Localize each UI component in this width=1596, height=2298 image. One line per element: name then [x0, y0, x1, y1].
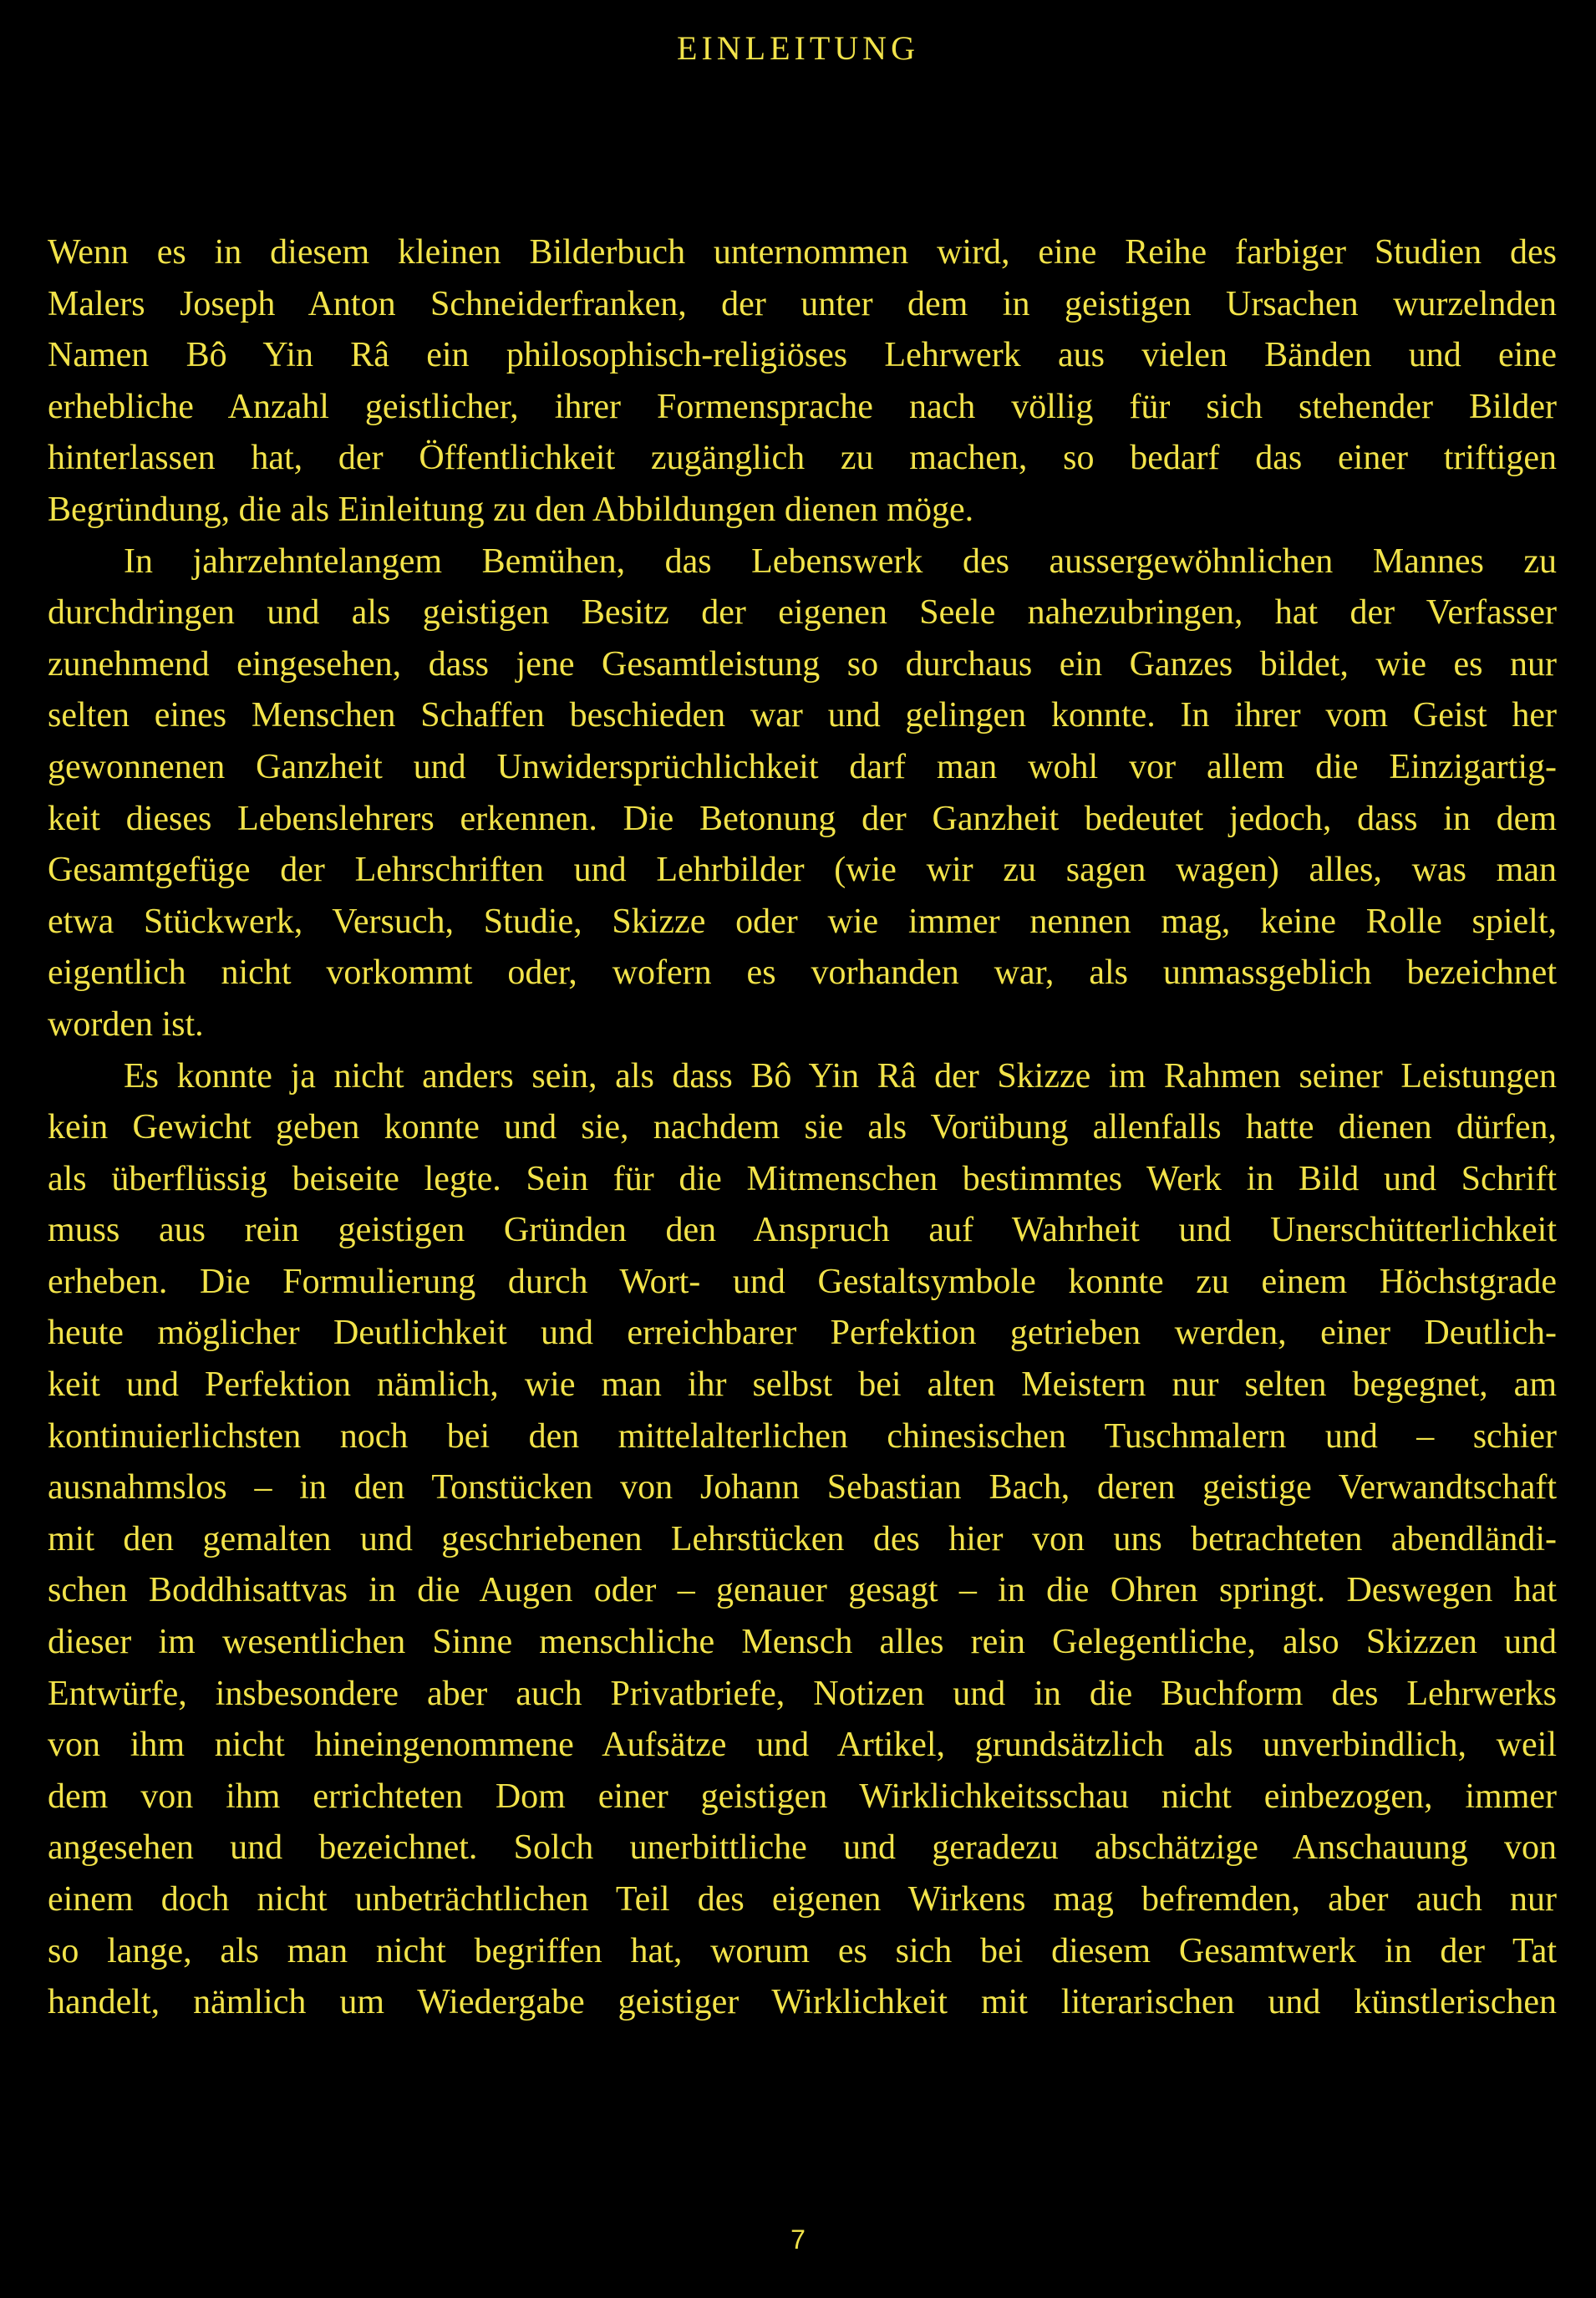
text-line: eigentlich nicht vorkommt oder, wofern es vorhanden war, als unmassgeblich bezeichnet — [48, 953, 1557, 993]
text-line: Gesamtgefüge der Lehrschriften und Lehrbilder (wie wir zu sagen wagen) alles, was man — [48, 851, 1557, 890]
text-line: keit und Perfektion nämlich, wie man ihr selbst bei alten Meistern nur selten begegnet, am — [48, 1365, 1557, 1405]
text-line: mit den gemalten und geschriebenen Lehrstücken des hier von uns betrachteten abendländi- — [48, 1519, 1557, 1558]
text-line: durchdringen und als geistigen Besitz der eigenen Seele nahezubringen, hat der Verfasser — [48, 593, 1557, 633]
text-line: erhebliche Anzahl geistlicher, ihrer Formensprache nach völlig für sich stehender Bilder — [48, 387, 1557, 426]
page-number: 7 — [790, 2224, 806, 2255]
body-text — [48, 227, 1557, 2029]
text-line: von ihm nicht hineingenommene Aufsätze und Artikel, grundsätzlich als unverbindlich, weil — [48, 1726, 1557, 1765]
text-line: Namen Bô Yin Râ ein philosophisch-religiöses Lehrwerk aus vielen Bänden und eine — [48, 336, 1557, 375]
text-line: dieser im wesentlichen Sinne menschliche Mensch alles rein Gelegentliche, also Skizzen und — [48, 1623, 1557, 1662]
text-line: erheben. Die Formulierung durch Wort- und Gestaltsymbole konnte zu einem Höchstgrade — [48, 1262, 1557, 1301]
text-line: heute möglicher Deutlichkeit und erreichbarer Perfektion getrieben werden, einer Deutlich- — [48, 1314, 1557, 1353]
text-line: selten eines Menschen Schaffen beschieden war und gelingen konnte. In ihrer vom Geist her — [48, 696, 1557, 735]
text-line: kein Gewicht geben konnte und sie, nachdem sie als Vorübung allenfalls hatte dienen dürfen, — [48, 1108, 1557, 1147]
text-line: muss aus rein geistigen Gründen den Anspruch auf Wahrheit und Unerschütterlichkeit — [48, 1211, 1557, 1250]
text-line: Entwürfe, insbesondere aber auch Privatbriefe, Notizen und in die Buchform des Lehrwerks — [48, 1674, 1557, 1713]
text-line: In jahrzehntelangem Bemühen, das Lebenswerk des aussergewöhnlichen Mannes zu — [124, 541, 1557, 581]
text-line: Malers Joseph Anton Schneiderfranken, der unter dem in geistigen Ursachen wurzelnden — [48, 284, 1557, 323]
text-line: ausnahmslos – in den Tonstücken von Johann Sebastian Bach, deren geistige Verwandtschaft — [48, 1468, 1557, 1507]
text-line: handelt, nämlich um Wiedergabe geistiger Wirklichkeit mit literarischen und künstlerischen — [48, 1983, 1557, 2022]
text-line: hinterlassen hat, der Öffentlichkeit zugänglich zu machen, so bedarf das einer triftigen — [48, 439, 1557, 478]
text-line: so lange, als man nicht begriffen hat, worum es sich bei diesem Gesamtwerk in der Tat — [48, 1931, 1557, 1970]
text-line: Wenn es in diesem kleinen Bilderbuch unternommen wird, eine Reihe farbiger Studien des — [48, 233, 1557, 272]
text-line: kontinuierlichsten noch bei den mittelalterlichen chinesischen Tuschmalern und – schier — [48, 1416, 1557, 1456]
chapter-heading: EINLEITUNG — [677, 29, 919, 67]
text-line: angesehen und bezeichnet. Solch unerbittliche und geradezu abschätzige Anschauung von — [48, 1828, 1557, 1868]
text-line: etwa Stückwerk, Versuch, Studie, Skizze oder wie immer nennen mag, keine Rolle spielt, — [48, 902, 1557, 941]
text-line: schen Boddhisattvas in die Augen oder – genauer gesagt – in die Ohren springt. Deswegen hat — [48, 1571, 1557, 1610]
text-line: Begründung, die als Einleitung zu den Abbildungen dienen möge. — [48, 490, 974, 529]
text-line: zunehmend eingesehen, dass jene Gesamtleistung so durchaus ein Ganzes bildet, wie es nur — [48, 644, 1557, 684]
text-line: einem doch nicht unbeträchtlichen Teil des eigenen Wirkens mag befremden, aber auch nur — [48, 1880, 1557, 1919]
text-line: worden ist. — [48, 1004, 204, 1044]
text-line: als überflüssig beiseite legte. Sein für die Mitmenschen bestimmtes Werk in Bild und Schrift — [48, 1159, 1557, 1198]
text-line: Es konnte ja nicht anders sein, als dass Bô Yin Râ der Skizze im Rahmen seiner Leistungen — [124, 1056, 1557, 1096]
text-line: gewonnenen Ganzheit und Unwidersprüchlichkeit darf man wohl vor allem die Einzigartig- — [48, 747, 1557, 786]
text-line: keit dieses Lebenslehrers erkennen. Die Betonung der Ganzheit bedeutet jedoch, dass in dem — [48, 799, 1557, 838]
text-line: dem von ihm errichteten Dom einer geistigen Wirklichkeitsschau nicht einbezogen, immer — [48, 1777, 1557, 1816]
